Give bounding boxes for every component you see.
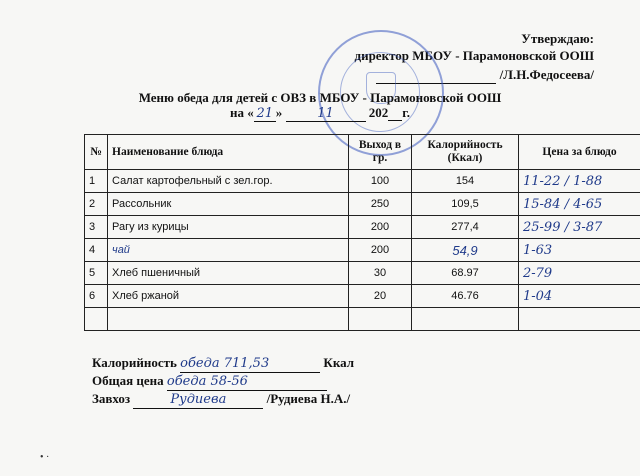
approval-title: Утверждаю:	[521, 31, 594, 46]
table-row: 6 Хлеб ржаной 20 46.76 1-04	[85, 285, 640, 308]
scan-speck: • ·	[40, 452, 50, 463]
calories-value: обеда 711,53	[180, 355, 320, 373]
table-header-row	[85, 135, 640, 170]
price-value: обеда 58-56	[167, 373, 327, 391]
header-calories: Калорийность (Ккал)	[412, 135, 519, 170]
table-row: 2 Рассольник 250 109,5 15-84 / 4-65	[85, 193, 640, 216]
title-line: Меню обеда для детей с ОВЗ в МБОУ - Парамоновской ООШ	[138, 90, 502, 105]
footer-total-price	[92, 372, 327, 391]
manager-name: /Рудиева Н.А./	[266, 391, 351, 406]
calories-unit: Ккал	[323, 355, 355, 370]
table-row: 4 чай 200 54,9 1-63	[85, 239, 640, 262]
header-num: №	[85, 135, 108, 170]
approval-name: /Л.Н.Федосеева/	[499, 67, 594, 82]
date-year: 202	[368, 105, 389, 120]
table-row: 5 Хлеб пшеничный 30 68.97 2-79	[85, 262, 640, 285]
title-date: на « 21 » 11 202 г.	[230, 105, 410, 121]
document-title	[0, 90, 640, 122]
footer-calories	[92, 354, 354, 373]
date-month: 11	[286, 106, 366, 122]
table-row: 1 Салат картофельный с зел.гор. 100 154 11-22 / 1-88	[85, 170, 640, 193]
header-output: Выход в гр.	[349, 135, 412, 170]
footer-manager	[92, 390, 350, 409]
table-row: 3 Рагу из курицы 200 277,4 25-99 / 3-87	[85, 216, 640, 239]
header-price: Цена за блюдо	[519, 135, 640, 170]
header-name: Наименование блюда	[108, 135, 349, 170]
manager-signature: Рудиева	[133, 391, 263, 409]
menu-table	[84, 134, 640, 331]
date-day: 21	[254, 106, 276, 122]
approval-position: директор МБОУ - Парамоновской ООШ	[354, 48, 594, 63]
price-label: Общая цена	[92, 373, 164, 388]
table-row-empty	[85, 308, 640, 331]
manager-label: Завхоз	[92, 391, 131, 406]
calories-label: Калорийность	[92, 355, 177, 370]
